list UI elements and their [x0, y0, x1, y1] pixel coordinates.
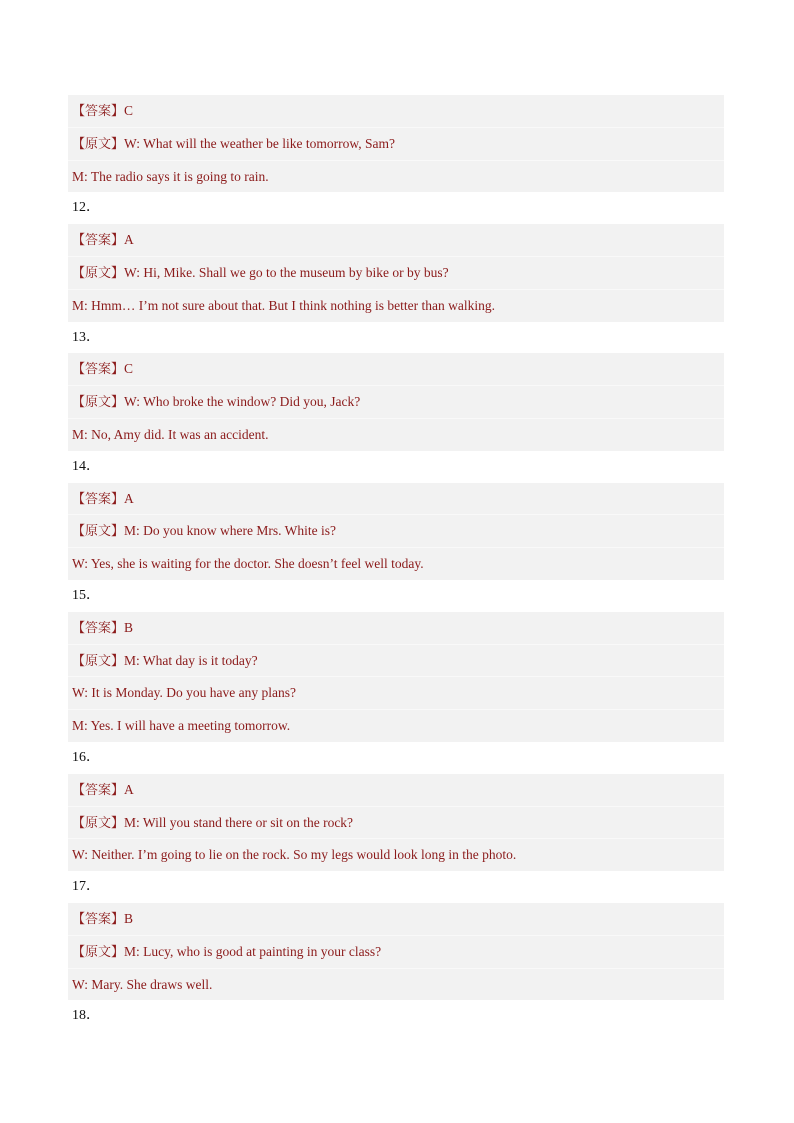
- transcript-label: 【原文】: [72, 944, 125, 960]
- answer-label: 【答案】: [72, 911, 125, 927]
- transcript-line: [68, 969, 724, 1001]
- answer-value: B: [124, 910, 134, 926]
- transcript-text: M: No, Amy did. It was an accident.: [72, 426, 269, 442]
- answer-line: [68, 353, 724, 386]
- transcript-text: M: Do you know where Mrs. White is?: [124, 523, 336, 539]
- transcript-label: 【原文】: [72, 136, 125, 152]
- question-number: 13．: [72, 329, 100, 345]
- transcript-line: [68, 936, 724, 969]
- answer-value: A: [124, 781, 134, 797]
- transcript-line: [68, 515, 724, 548]
- transcript-line: [68, 386, 724, 419]
- transcript-text: M: What day is it today?: [124, 652, 258, 668]
- answer-block: [68, 224, 724, 321]
- answer-line: [68, 612, 724, 645]
- transcript-text: W: Mary. She draws well.: [72, 976, 213, 992]
- transcript-label: 【原文】: [72, 815, 125, 831]
- question-number: 18．: [72, 1008, 100, 1024]
- transcript-text: W: Yes, she is waiting for the doctor. She doesn’t feel well today.: [72, 556, 424, 572]
- answer-label: 【答案】: [72, 620, 125, 636]
- transcript-text: M: Will you stand there or sit on the rock?: [124, 814, 354, 830]
- answer-line: [68, 903, 724, 936]
- answer-line: [68, 774, 724, 807]
- answer-line: [68, 224, 724, 257]
- document-body: [68, 95, 724, 1032]
- transcript-label: 【原文】: [72, 524, 125, 540]
- answer-value: B: [124, 619, 134, 635]
- answer-label: 【答案】: [72, 491, 125, 507]
- transcript-text: W: Neither. I’m going to lie on the rock. So my legs would look long in the photo.: [72, 847, 517, 863]
- transcript-line: [68, 419, 724, 451]
- answer-block: [68, 612, 724, 742]
- answer-value: C: [124, 103, 134, 118]
- answer-value: A: [124, 490, 134, 506]
- answer-block: [68, 903, 724, 1000]
- transcript-label: 【原文】: [72, 395, 125, 411]
- transcript-text: W: Hi, Mike. Shall we go to the museum by bike or by bus?: [124, 264, 449, 280]
- question-number: 14．: [72, 458, 100, 474]
- answer-label: 【答案】: [72, 104, 125, 119]
- question-number: 12．: [72, 200, 100, 216]
- answer-value: C: [124, 361, 134, 377]
- answer-block: [68, 95, 724, 192]
- transcript-text: W: What will the weather be like tomorrow, Sam?: [124, 135, 395, 151]
- transcript-line: [68, 839, 724, 871]
- question-number: 15．: [72, 587, 100, 603]
- transcript-line: [68, 645, 724, 678]
- question-number: 17．: [72, 879, 100, 895]
- answer-line: [68, 483, 724, 516]
- question-number: 16．: [72, 749, 100, 765]
- transcript-line: [68, 548, 724, 580]
- answer-label: 【答案】: [72, 362, 125, 378]
- transcript-line: [68, 807, 724, 840]
- transcript-text: M: The radio says it is going to rain.: [72, 168, 269, 184]
- answer-label: 【答案】: [72, 782, 125, 798]
- answer-block: [68, 483, 724, 580]
- answer-block: [68, 353, 724, 450]
- transcript-line: [68, 161, 724, 193]
- transcript-label: 【原文】: [72, 653, 125, 669]
- transcript-text: M: Hmm… I’m not sure about that. But I think nothing is better than walking.: [72, 297, 495, 313]
- answer-line: [68, 95, 724, 128]
- answer-label: 【答案】: [72, 233, 125, 249]
- answer-block: [68, 774, 724, 871]
- transcript-label: 【原文】: [72, 265, 125, 281]
- transcript-line: [68, 710, 724, 742]
- transcript-text: W: Who broke the window? Did you, Jack?: [124, 394, 361, 410]
- transcript-line: [68, 290, 724, 322]
- transcript-text: M: Yes. I will have a meeting tomorrow.: [72, 718, 291, 734]
- transcript-line: [68, 677, 724, 710]
- transcript-line: [68, 128, 724, 161]
- transcript-line: [68, 257, 724, 290]
- answer-value: A: [124, 232, 134, 248]
- transcript-text: W: It is Monday. Do you have any plans?: [72, 685, 296, 701]
- transcript-text: M: Lucy, who is good at painting in your class?: [124, 943, 382, 959]
